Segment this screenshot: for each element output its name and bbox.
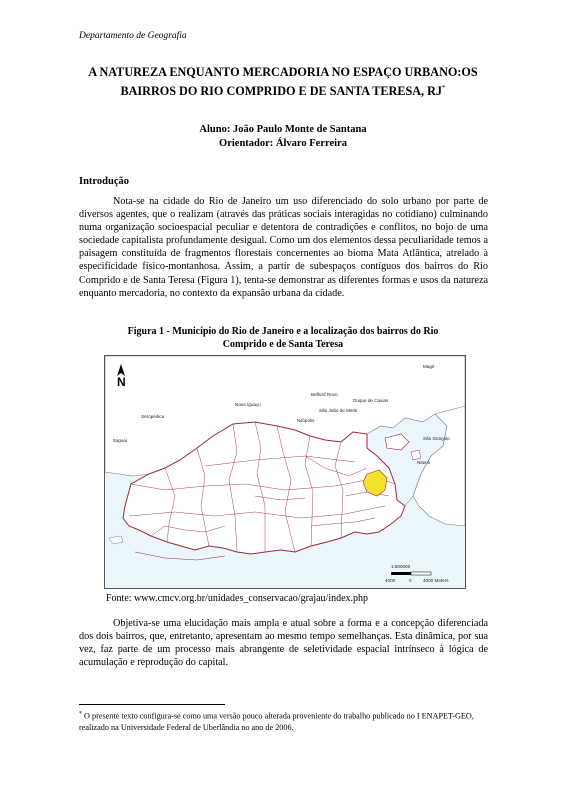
title-footnote-mark: *: [442, 83, 446, 92]
scale-bar: [391, 572, 431, 575]
label-belford-roxo: Belford Roxo: [311, 392, 338, 397]
north-label: N: [117, 375, 126, 389]
footnote-text: O presente texto configura-se como uma versão pouco alterada proveniente do trabalho publicado no I ENAPET-GEO, realizado na Universidade Federal de Uberlândia no ano de 2006.: [79, 711, 474, 732]
objective-paragraph: Objetiva-se uma elucidação mais ampla e atual sobre a forma e a concepção diferenciada dos dois bairros, que, entretanto, apresentam ao mesmo tempo semelhanças. Esta dinâmica, por sua vez, faz parte de um processo mais abrangente de seletividade espacial intrínseco à lógica de acumulação e reprodução do capital.: [79, 618, 488, 669]
footnote-mark: *: [79, 711, 82, 717]
island: [109, 536, 123, 544]
rio-municipality-map: [105, 356, 465, 588]
advisor-name: Orientador: Álvaro Ferreira: [219, 138, 347, 149]
footnote: [79, 709, 488, 733]
label-mage: Magé: [423, 364, 435, 369]
figure-source: Fonte: www.cmcv.org.br/unidades_conservacao/grajau/index.php: [106, 593, 369, 604]
paper-title-text: A NATUREZA ENQUANTO MERCADORIA NO ESPAÇO URBANO:OS BAIRROS DO RIO COMPRIDO E DE SANTA TERESA, RJ: [88, 65, 478, 98]
restinga: [135, 552, 225, 560]
label-sao-goncalo: São Gonçalo: [423, 436, 450, 441]
label-itaguai: Itaguaí: [113, 438, 128, 443]
paper-title: [70, 65, 496, 99]
label-nova-iguacu: Nova Iguaçu: [235, 402, 261, 407]
student-name: Aluno: João Paulo Monte de Santana: [199, 124, 367, 135]
footnote-divider: [79, 704, 225, 705]
running-header: Departamento de Geografia: [79, 31, 187, 41]
scale-right-label: 4000 Meters: [423, 578, 449, 583]
section-heading: Introdução: [79, 176, 129, 187]
island: [411, 450, 421, 460]
figure-caption: Figura 1 - Município do Rio de Janeiro e a localização dos bairros do Rio Comprido e de Santa Teresa: [127, 326, 439, 350]
label-duque-caxias: Duque de Caxias: [353, 398, 389, 403]
figure-map: [104, 355, 466, 589]
scale-ratio: 1:500000: [391, 564, 411, 569]
intro-paragraph: Nota-se na cidade do Rio de Janeiro um uso diferenciado do solo urbano por parte de diversos agentes, que o realizam (através das práticas sociais interagidas no cotidiano) culminando numa organização socioespacial peculiar e detentora de contradições e conflitos, no bojo de uma sociedade capitalista profundamente desigual. Como um dos elementos dessa peculiaridade temos a paisagem constituída de fragmentos florestais concernentes ao bioma Mata Atlântica, atrelado à especificidade físico-montanhosa. Assim, a partir de subespaços contíguos dos bairros do Rio Comprido e de Santa Teresa (Figura 1), tenta-se demonstrar as diferentes formas e usos da natureza enquanto mercadoria, no contexto da expansão urbana da cidade.: [79, 196, 488, 299]
label-nilopolis: Nilópolis: [297, 418, 315, 423]
label-niteroi: Niterói: [417, 460, 431, 465]
scale-mid-label: 0: [409, 578, 412, 583]
label-seropedica: Seropédica: [141, 414, 165, 419]
scale-left-label: 4000: [385, 578, 396, 583]
label-sao-joao: São João de Meriti: [319, 408, 358, 413]
author-block: [100, 123, 466, 151]
